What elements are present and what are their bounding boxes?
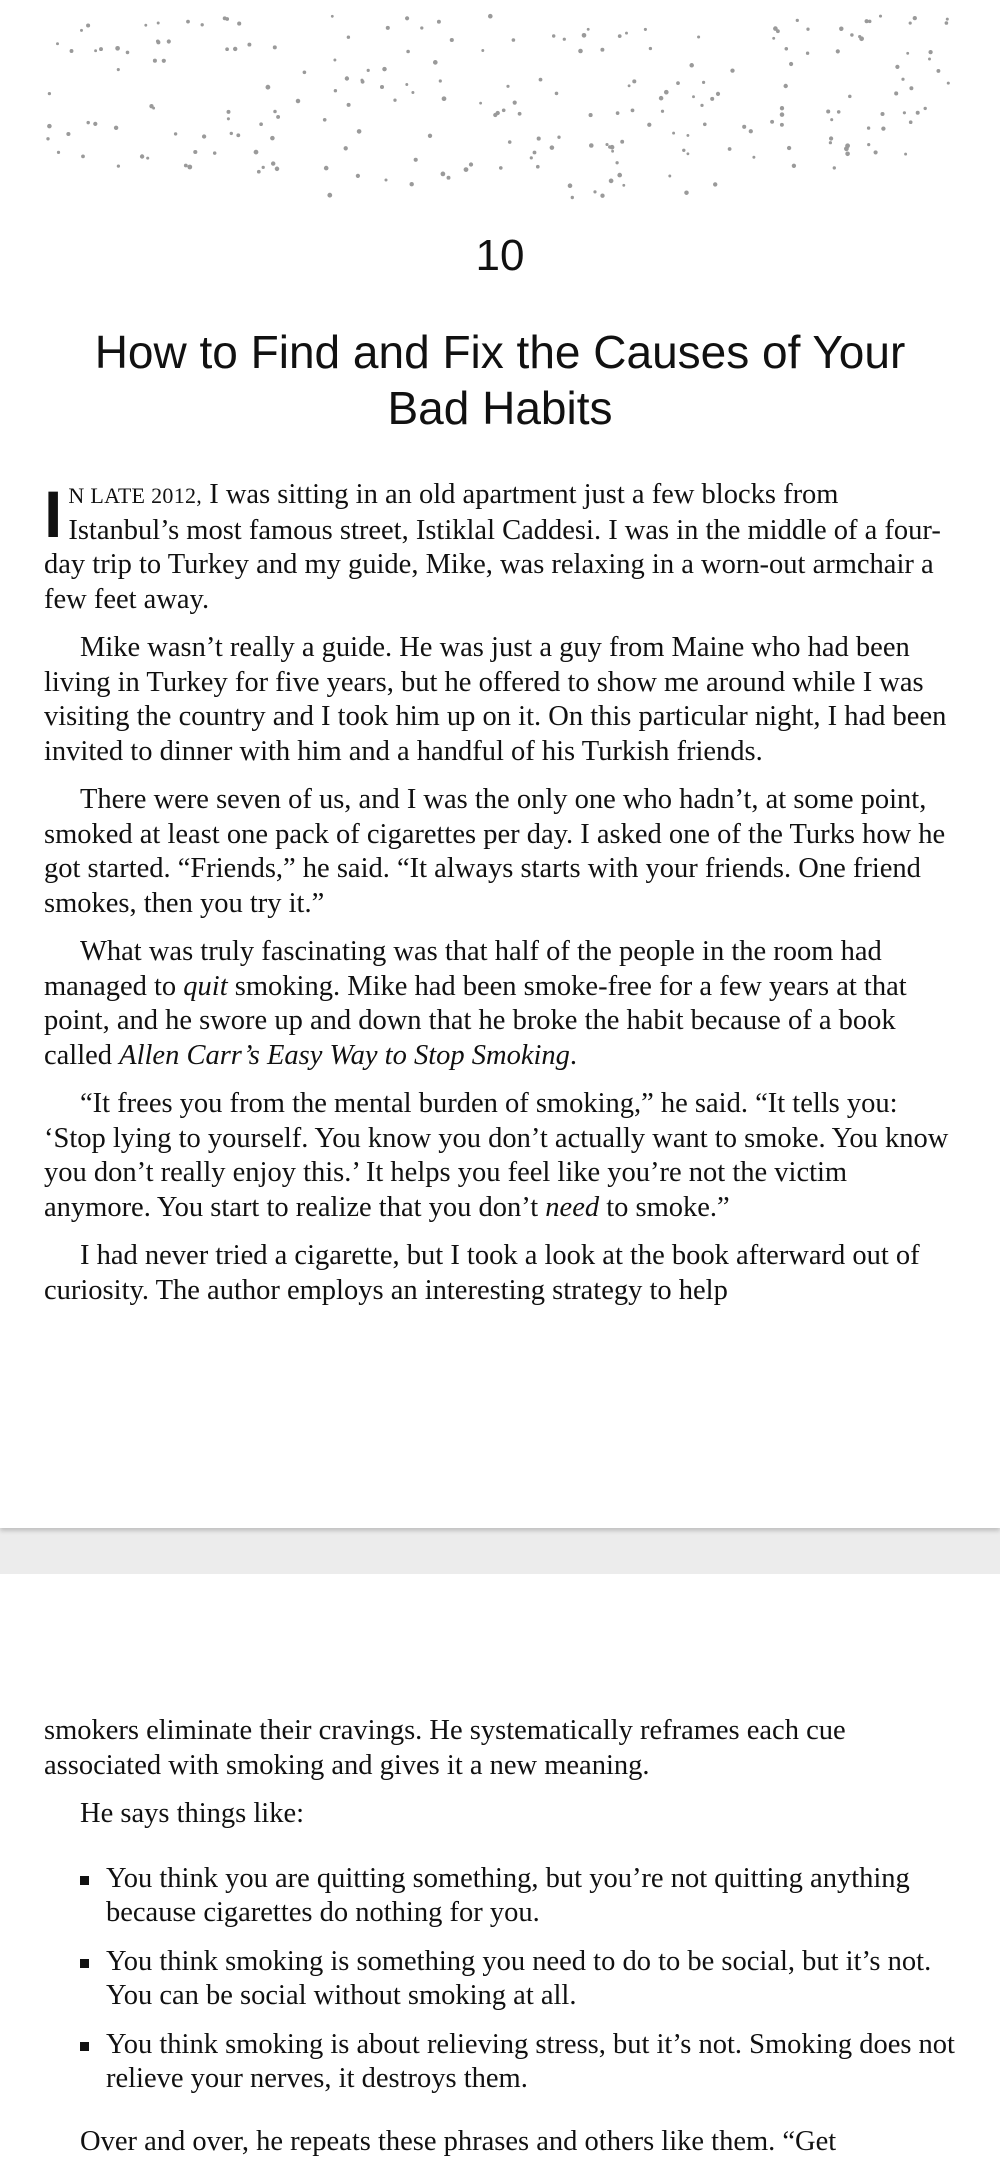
ornament-dot xyxy=(682,149,685,152)
ornament-dot xyxy=(600,194,604,198)
ornament-dot xyxy=(405,83,408,86)
ornament-dot xyxy=(442,96,447,101)
ornament-dot xyxy=(894,91,898,95)
ornament-dot xyxy=(447,176,451,180)
lead-small-caps: N LATE 2012, xyxy=(68,483,203,508)
ornament-dot xyxy=(380,85,384,89)
ornament-dot xyxy=(620,140,624,144)
ornament-dot xyxy=(700,104,703,107)
ornament-dot xyxy=(481,49,484,52)
ornament-dot xyxy=(936,69,940,73)
ornament-dot xyxy=(86,121,89,124)
ornament-dot xyxy=(617,173,622,178)
ornament-dot xyxy=(506,85,509,88)
paragraph-5 xyxy=(44,1087,956,1225)
ornament-dot xyxy=(126,51,130,55)
ornament-dot xyxy=(689,63,694,68)
ornament-dot xyxy=(70,49,74,53)
ornament-dot xyxy=(904,153,907,156)
ornament-dot xyxy=(874,150,878,154)
ornament-dot xyxy=(622,184,625,187)
ornament-dot xyxy=(117,68,120,71)
ornament-dot xyxy=(187,165,192,170)
ornament-dot xyxy=(386,26,390,30)
ornament-dot xyxy=(324,166,329,171)
ornament-dot xyxy=(946,18,949,21)
ornament-dot xyxy=(895,65,899,69)
list-item xyxy=(44,1945,956,2014)
ornament-dot xyxy=(928,50,932,54)
ornament-dot xyxy=(347,103,351,107)
paragraph-2: Mike wasn’t really a guide. He was just a guy from Maine who had been living in Turkey for five years, but he offered to show me around while I was visiting the country and I took him up on it. On this particular night, I had been invited to dinner with him and a handful of his Turkish friends. xyxy=(44,632,947,767)
paragraph-5-text-b: to smoke.” xyxy=(599,1191,730,1223)
ornament-dot xyxy=(331,15,334,18)
ornament-dot xyxy=(780,112,785,117)
ornament-dot xyxy=(631,109,635,113)
ornament-dot xyxy=(672,132,675,135)
ornament-dot xyxy=(836,49,840,53)
ornament-dot xyxy=(615,161,618,164)
ornament-dot xyxy=(582,33,587,38)
ornament-dot xyxy=(146,157,149,160)
paragraph-4-text-c: . xyxy=(569,1039,578,1071)
ornament-dot xyxy=(649,47,652,50)
continuation-paragraph: smokers eliminate their cravings. He systematically reframes each cue associated with smoking and gives it a new meaning. xyxy=(44,1715,846,1781)
ornament-dot xyxy=(664,90,669,95)
ornament-dot xyxy=(742,125,746,129)
ornament-dot xyxy=(464,167,469,172)
ornament-dot xyxy=(327,193,332,198)
dot-pattern-ornament xyxy=(40,10,960,210)
chapter-number: 10 xyxy=(475,231,525,280)
ornament-dot xyxy=(202,134,206,138)
square-bullet-icon xyxy=(80,1959,89,1968)
ornament-dot xyxy=(144,24,147,27)
paragraph-5-text-a: “It frees you from the mental burden of smoking,” he said. “It tells you: ‘Stop lying to yourself. You know you don’t actually want to smoke. You know you don’t really enjoy this.’ It helps you feel like you’re not the victim anymore. You start to realize that you don’t xyxy=(44,1088,949,1223)
ornament-dot xyxy=(157,22,160,25)
ornament-dot xyxy=(881,126,885,130)
ornament-dot xyxy=(162,59,166,63)
ornament-dot xyxy=(578,49,583,54)
ornament-dot xyxy=(262,166,265,169)
ornament-dot xyxy=(193,150,197,154)
ornament-dot xyxy=(115,46,120,51)
ornament-dot xyxy=(233,47,237,51)
ornament-dot xyxy=(845,143,850,148)
ornament-dot xyxy=(784,84,788,88)
ornament-dot xyxy=(539,78,543,82)
ornament-dot xyxy=(225,47,229,51)
chapter-body-continued xyxy=(44,1714,956,2167)
ornament-dot xyxy=(223,16,227,20)
ornament-dot xyxy=(867,126,870,129)
ornament-dot xyxy=(909,120,913,124)
ornament-dot xyxy=(568,183,573,188)
ornament-dot xyxy=(86,23,90,27)
cut-off-paragraph: Over and over, he repeats these phrases and others like them. “Get xyxy=(80,2125,837,2157)
emphasis-need: need xyxy=(545,1191,600,1223)
ornament-dot xyxy=(46,137,49,140)
ornament-dot xyxy=(713,182,717,186)
ornament-dot xyxy=(806,28,809,31)
ornament-dot xyxy=(323,118,327,122)
ornament-dot xyxy=(770,120,774,124)
ornament-dot xyxy=(909,86,913,90)
ornament-dot xyxy=(259,122,263,126)
ornament-dot xyxy=(845,152,850,157)
ornament-dot xyxy=(156,39,160,43)
ornament-dot xyxy=(826,109,830,113)
ornament-dot xyxy=(628,84,631,87)
ornament-dot xyxy=(916,111,920,115)
ornament-dot xyxy=(945,21,949,25)
ornament-dot xyxy=(479,102,482,105)
ornament-dot xyxy=(357,129,362,134)
ornament-dot xyxy=(450,38,454,42)
paragraph-4 xyxy=(44,935,956,1073)
ornament-dot xyxy=(858,35,861,38)
ornament-dot xyxy=(702,81,705,84)
paragraph-1-text: I was sitting in an old apartment just a few blocks from Istanbul’s most famous street, Istiklal Caddesi. I was in the middle of a four-day trip to Turkey and my guide, Mike, was relaxing in a worn-out armchair a few feet away. xyxy=(44,479,941,615)
ornament-dot xyxy=(345,76,349,80)
book-page-2 xyxy=(0,1574,1000,2167)
ornament-dot xyxy=(792,164,796,168)
ornament-dot xyxy=(924,107,927,110)
ornament-dot xyxy=(296,99,300,103)
paragraph-3: There were seven of us, and I was the only one who hadn’t, at some point, smoked at least one pack of cigarettes per day. I asked one of the Turks how he got started. “Friends,” he said. “It always starts with your friends. One friend smokes, then you try it.” xyxy=(44,784,946,919)
ornament-dot xyxy=(266,85,271,90)
ornament-dot xyxy=(609,179,614,184)
ornament-dot xyxy=(647,123,651,127)
ornament-dot xyxy=(829,141,832,144)
ornament-dot xyxy=(589,143,594,148)
list-item xyxy=(44,2028,956,2097)
ornament-dot xyxy=(117,164,120,167)
ornament-dot xyxy=(273,110,277,114)
ornament-dot xyxy=(499,166,503,170)
ornament-dot xyxy=(420,26,423,29)
ornament-dot xyxy=(174,132,177,135)
ornament-dot xyxy=(140,154,144,158)
ornament-dot xyxy=(167,39,171,43)
ornament-dot xyxy=(610,145,615,150)
ornament-dot xyxy=(275,167,280,172)
ornament-dot xyxy=(557,136,560,139)
list-item xyxy=(44,1862,956,1931)
paragraph-1 xyxy=(44,478,956,617)
ornament-dot xyxy=(518,112,522,116)
ornament-dot xyxy=(901,78,904,81)
ornament-dot xyxy=(502,108,506,112)
chapter-body xyxy=(44,478,956,1322)
paragraph-6: I had never tried a cigarette, but I took a look at the book afterward out of curiosity. The author employs an interesting strategy to help xyxy=(44,1240,920,1306)
ornament-dot xyxy=(513,101,517,105)
ornament-dot xyxy=(405,16,409,20)
emphasis-quit: quit xyxy=(183,970,228,1002)
ornament-dot xyxy=(537,137,541,141)
ornament-dot xyxy=(587,28,590,31)
ornament-dot xyxy=(796,19,799,22)
ornament-dot xyxy=(437,20,441,24)
ornament-dot xyxy=(334,89,337,92)
ornament-dot xyxy=(659,96,664,101)
ornament-dot xyxy=(393,99,396,102)
ornament-dot xyxy=(661,110,664,113)
ornament-dot xyxy=(913,16,917,20)
bullet-list xyxy=(44,1862,956,2097)
ornament-dot xyxy=(428,134,432,138)
ornament-dot xyxy=(414,158,418,162)
ornament-dot xyxy=(271,161,275,165)
list-item-text: You think smoking is about relieving stress, but it’s not. Smoking does not relieve your nerves, it destroys them. xyxy=(106,2028,955,2094)
ornament-dot xyxy=(806,52,809,55)
ornament-dot xyxy=(589,113,593,117)
ornament-dot xyxy=(867,143,870,146)
ornament-dot xyxy=(186,20,190,24)
ornament-dot xyxy=(632,79,636,83)
ornament-dot xyxy=(833,166,836,169)
paragraph-4-text-a: What was truly fascinating was that half of the people in the room had managed to xyxy=(44,936,882,1002)
paragraph-4-text-b: smoking. Mike had been smoke-free for a few years at that point, and he swore up and down that he broke the habit because of a book called xyxy=(44,970,907,1071)
ornament-dot xyxy=(787,146,791,150)
ornament-dot xyxy=(710,97,714,101)
ornament-dot xyxy=(114,126,118,130)
ornament-dot xyxy=(703,122,707,126)
ornament-dot xyxy=(697,35,700,38)
ornament-dot xyxy=(410,182,414,186)
ornament-dot xyxy=(906,52,909,55)
ornament-dot xyxy=(752,156,755,159)
ornament-dot xyxy=(837,110,841,114)
ornament-dot xyxy=(686,152,689,155)
ornament-dot xyxy=(360,79,363,82)
ornament-dot xyxy=(686,134,689,137)
ornament-dot xyxy=(230,132,233,135)
ornament-dot xyxy=(99,47,103,51)
ornament-dot xyxy=(728,147,732,151)
ornament-dot xyxy=(533,151,537,155)
ornament-dot xyxy=(865,19,869,23)
ornament-dot xyxy=(433,60,438,65)
ornament-dot xyxy=(563,38,566,41)
ornament-dot xyxy=(789,62,793,66)
book-title: Allen Carr’s Easy Way to Stop Smoking xyxy=(119,1039,570,1071)
ornament-dot xyxy=(909,22,912,25)
list-intro: He says things like: xyxy=(80,1798,305,1829)
ornament-dot xyxy=(571,196,574,199)
ornament-dot xyxy=(512,38,516,42)
ornament-dot xyxy=(247,43,251,47)
ornament-dot xyxy=(81,155,85,159)
ornament-dot xyxy=(780,106,784,110)
ornament-dot xyxy=(716,92,720,96)
ornament-dot xyxy=(469,162,473,166)
ornament-dot xyxy=(411,91,414,94)
ornament-dot xyxy=(333,59,336,62)
ornament-dot xyxy=(773,26,778,31)
ornament-dot xyxy=(213,151,216,154)
ornament-dot xyxy=(347,36,350,39)
ornament-dot xyxy=(237,22,241,26)
ornament-dot xyxy=(149,104,153,108)
ornament-dot xyxy=(153,59,157,63)
page-separator xyxy=(0,1528,1000,1574)
ornament-dot xyxy=(593,190,596,193)
ornament-dot xyxy=(684,190,689,195)
ornament-dot xyxy=(850,33,853,36)
ornament-dot xyxy=(384,178,387,181)
ornament-dot xyxy=(406,50,410,54)
ornament-dot xyxy=(530,156,533,159)
list-item-text: You think smoking is something you need to do to be social, but it’s not. You can be social without smoking at all. xyxy=(106,1945,932,2011)
ornament-dot xyxy=(625,32,628,35)
ornament-dot xyxy=(508,140,512,144)
ornament-dot xyxy=(227,110,231,114)
ornament-dot xyxy=(552,34,555,37)
ornament-dot xyxy=(201,23,204,26)
ornament-dot xyxy=(644,28,647,31)
ornament-dot xyxy=(257,170,261,174)
ornament-dot xyxy=(236,133,240,137)
ornament-dot xyxy=(829,136,833,140)
ornament-dot xyxy=(94,49,97,52)
ornament-dot xyxy=(618,34,622,38)
square-bullet-icon xyxy=(80,2042,89,2051)
ornament-dot xyxy=(441,172,446,177)
ornament-dot xyxy=(668,175,671,178)
ornament-dot xyxy=(57,151,60,154)
ornament-dot xyxy=(48,92,51,95)
ornament-dot xyxy=(616,111,620,115)
square-bullet-icon xyxy=(80,1876,89,1885)
drop-cap: I xyxy=(44,477,63,551)
ornament-dot xyxy=(488,14,493,19)
ornament-dot xyxy=(947,82,950,85)
ornament-dot xyxy=(830,118,833,121)
ornament-dot xyxy=(749,129,753,133)
ornament-dot xyxy=(276,115,280,119)
ornament-dot xyxy=(839,28,842,31)
ornament-dot xyxy=(785,47,789,51)
ornament-dot xyxy=(356,174,360,178)
ornament-dot xyxy=(66,132,70,136)
ornament-dot xyxy=(184,164,188,168)
ornament-dot xyxy=(93,122,97,126)
ornament-dot xyxy=(600,48,604,52)
ornament-dot xyxy=(780,123,784,127)
ornament-dot xyxy=(903,111,906,114)
ornament-dot xyxy=(611,150,614,153)
ornament-dot xyxy=(367,69,370,72)
ornament-dot xyxy=(80,29,83,32)
ornament-dot xyxy=(848,95,852,99)
ornament-dot xyxy=(605,143,608,146)
ornament-dot xyxy=(273,45,277,49)
ornament-dot xyxy=(254,150,259,155)
ornament-dot xyxy=(47,124,52,129)
ornament-dot xyxy=(928,58,931,61)
ornament-dot xyxy=(303,70,307,74)
ornament-dot xyxy=(344,146,348,150)
ornament-dot xyxy=(555,92,559,96)
ornament-dot xyxy=(676,81,680,85)
ornament-dot xyxy=(730,68,734,72)
ornament-dot xyxy=(270,136,275,141)
chapter-title: How to Find and Fix the Causes of Your Bad Habits xyxy=(94,326,906,434)
ornament-dot xyxy=(550,145,555,150)
ornament-dot xyxy=(493,113,497,117)
ornament-dot xyxy=(56,42,59,45)
ornament-dot xyxy=(692,95,695,98)
ornament-dot xyxy=(772,37,775,40)
ornament-dot xyxy=(227,117,230,120)
ornament-dot xyxy=(879,15,882,18)
ornament-dot xyxy=(382,67,386,71)
ornament-dot xyxy=(439,79,442,82)
list-item-text: You think you are quitting something, but you’re not quitting anything because cigarettes do nothing for you. xyxy=(106,1862,910,1928)
ornament-dot xyxy=(880,112,884,116)
ornament-dot xyxy=(536,165,540,169)
